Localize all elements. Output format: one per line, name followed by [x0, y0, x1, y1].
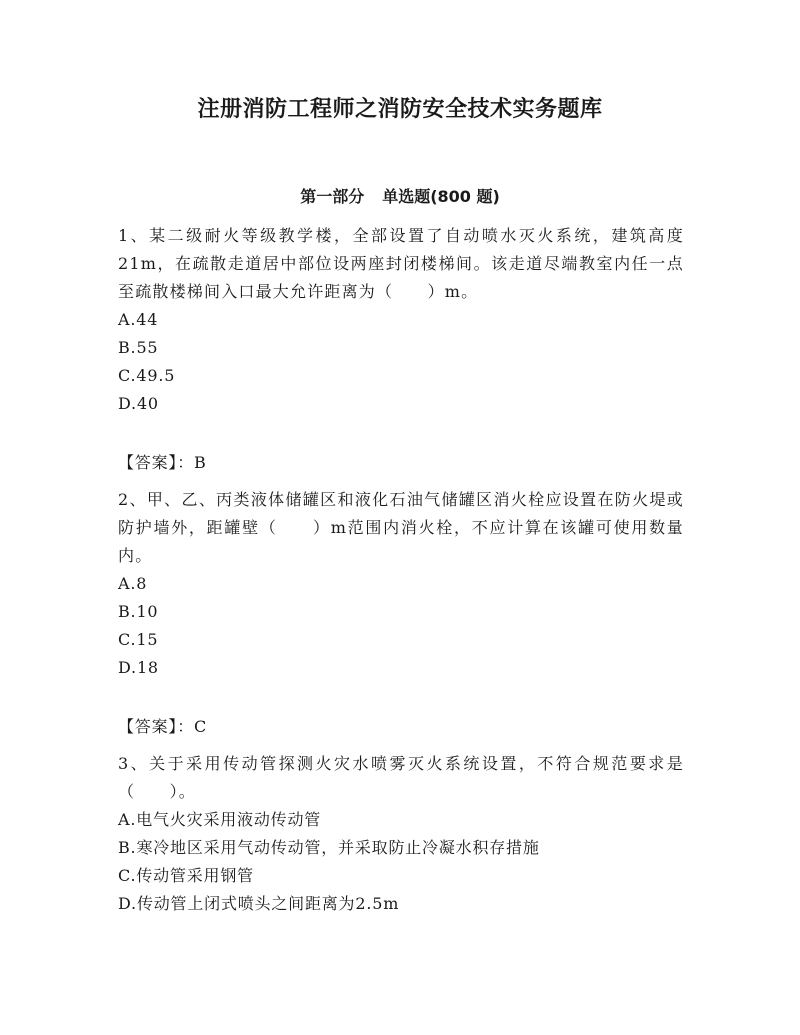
- option-a: A.8: [118, 574, 148, 593]
- question-stem: 3、关于采用传动管探测火灾水喷雾灭火系统设置，不符合规范要求是（ ）。: [118, 754, 684, 801]
- option-b: B.10: [118, 602, 159, 621]
- option-b: B.55: [118, 338, 159, 357]
- option-a: A.44: [118, 310, 159, 329]
- option-b: B.寒冷地区采用气动传动管，并采取防止冷凝水积存措施: [118, 838, 540, 857]
- question-stem: 2、甲、乙、丙类液体储罐区和液化石油气储罐区消火栓应设置在防火堤或防护墙外，距罐壁（ ）m范围内消火栓，不应计算在该罐可使用数量内。: [118, 490, 684, 565]
- answer-value: C: [194, 717, 208, 736]
- answer-line: [118, 713, 684, 741]
- answer-line: [118, 449, 684, 477]
- answer-label: 【答案】：: [118, 717, 195, 736]
- section-heading: [0, 184, 800, 207]
- question-2: [118, 486, 684, 741]
- question-list: [118, 222, 684, 918]
- option-c: C.49.5: [118, 366, 176, 385]
- answer-value: B: [194, 453, 207, 472]
- section-name: 单选题(800 题): [382, 187, 500, 206]
- option-d: D.40: [118, 394, 159, 413]
- option-a: A.电气火灾采用液动传动管: [118, 810, 322, 829]
- question-3: [118, 750, 684, 918]
- answer-label: 【答案】：: [118, 453, 195, 472]
- option-c: C.15: [118, 630, 159, 649]
- option-d: D.传动管上闭式喷头之间距离为2.5m: [118, 894, 400, 913]
- option-c: C.传动管采用钢管: [118, 866, 254, 885]
- question-stem: 1、某二级耐火等级教学楼，全部设置了自动喷水灭火系统，建筑高度21m，在疏散走道居中部位设两座封闭楼梯间。该走道尽端教室内任一点至疏散楼梯间入口最大允许距离为（ ）m。: [118, 226, 684, 301]
- section-part: 第一部分: [300, 187, 365, 206]
- option-d: D.18: [118, 658, 159, 677]
- document-title: 注册消防工程师之消防安全技术实务题库: [197, 97, 603, 122]
- question-1: [118, 222, 684, 477]
